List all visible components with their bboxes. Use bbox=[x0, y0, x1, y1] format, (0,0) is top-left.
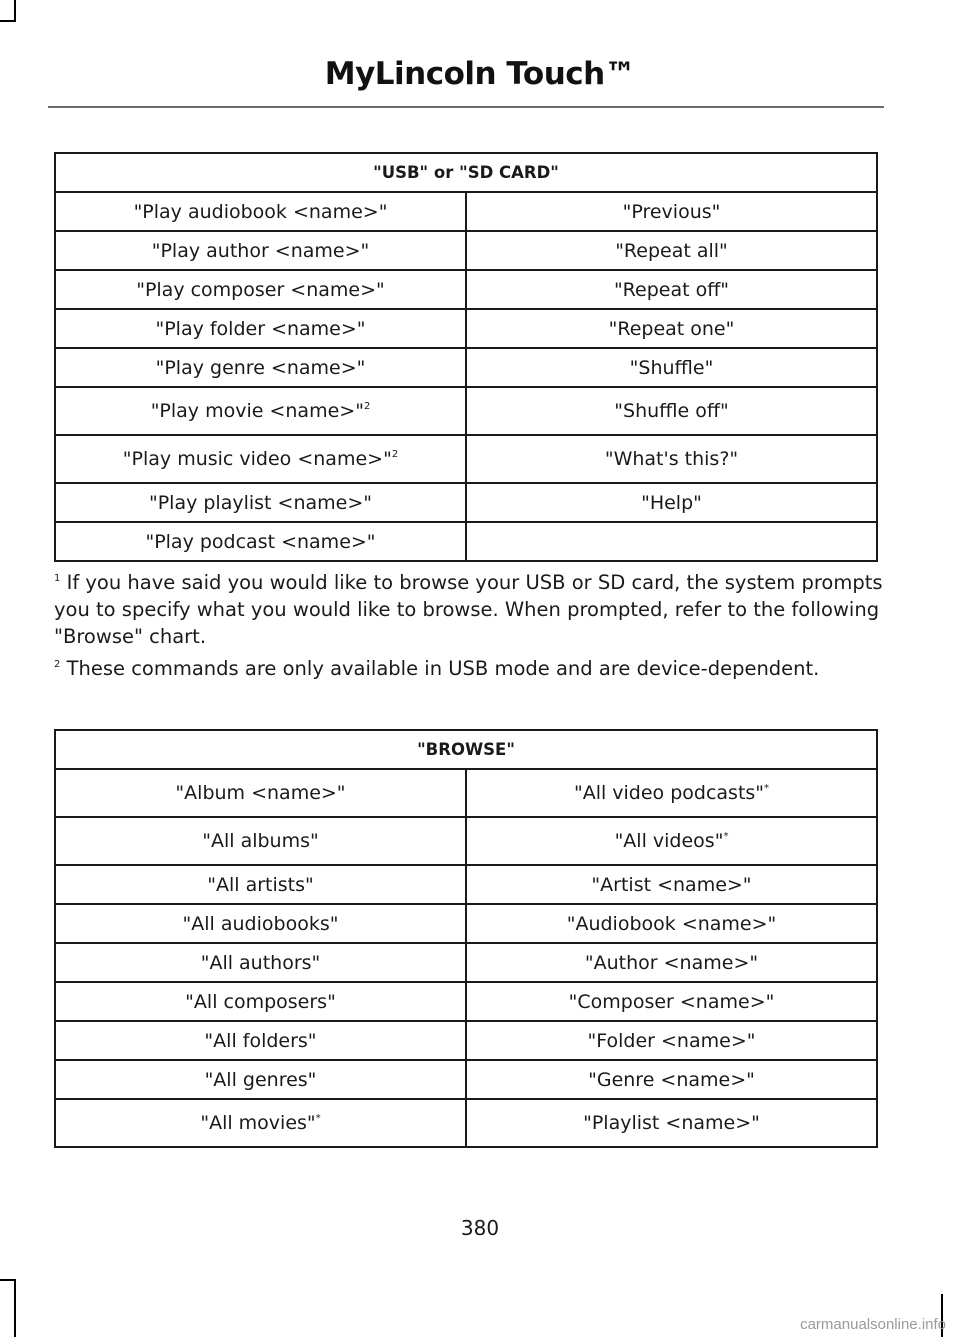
table-row bbox=[55, 904, 877, 943]
table-cell: "Play playlist <name>" bbox=[55, 483, 466, 522]
table-cell: "All genres" bbox=[55, 1060, 466, 1099]
table-cell: "Play audiobook <name>" bbox=[55, 192, 466, 231]
table-cell: "All authors" bbox=[55, 943, 466, 982]
table-row bbox=[55, 483, 877, 522]
table-cell: "All movies"* bbox=[55, 1099, 466, 1147]
table-row bbox=[55, 817, 877, 865]
table-cell: "Previous" bbox=[466, 192, 877, 231]
table-row bbox=[55, 1099, 877, 1147]
table-title: "USB" or "SD CARD" bbox=[55, 153, 877, 192]
table-cell: "Album <name>" bbox=[55, 769, 466, 817]
table-row bbox=[55, 1021, 877, 1060]
table-row bbox=[55, 1060, 877, 1099]
table-row bbox=[55, 309, 877, 348]
table-cell: "All video podcasts"* bbox=[466, 769, 877, 817]
table-row bbox=[55, 348, 877, 387]
page-number: 380 bbox=[460, 1216, 500, 1240]
table-row bbox=[55, 982, 877, 1021]
table-cell: "Repeat off" bbox=[466, 270, 877, 309]
table-cell: "Play genre <name>" bbox=[55, 348, 466, 387]
table-cell bbox=[466, 522, 877, 561]
table-row bbox=[55, 231, 877, 270]
footnote-1: $^1$ If you have said you would like to browse your USB or SD card, the system prompts you to specify what you would like to browse. When prompted, refer to the following "Browse" chart. bbox=[54, 571, 883, 648]
table-cell: "All composers" bbox=[55, 982, 466, 1021]
browse-commands-table bbox=[54, 729, 878, 1148]
table-cell: "All artists" bbox=[55, 865, 466, 904]
table-cell: "Play podcast <name>" bbox=[55, 522, 466, 561]
crop-mark bbox=[14, 1279, 16, 1337]
table-row bbox=[55, 522, 877, 561]
table-cell: "All videos"* bbox=[466, 817, 877, 865]
table-cell: "Play movie <name>"$^2$ bbox=[55, 387, 466, 435]
table-row bbox=[55, 270, 877, 309]
table-row bbox=[55, 192, 877, 231]
watermark: carmanualsonline.info bbox=[800, 1316, 946, 1333]
crop-mark bbox=[14, 0, 16, 22]
usb-commands-table bbox=[54, 152, 878, 562]
table-cell: "Composer <name>" bbox=[466, 982, 877, 1021]
footnote-2: $^2$ These commands are only available in USB mode and are device-dependent. bbox=[54, 657, 820, 680]
table-cell: "All folders" bbox=[55, 1021, 466, 1060]
table-cell: "Playlist <name>" bbox=[466, 1099, 877, 1147]
table-cell: "Author <name>" bbox=[466, 943, 877, 982]
page-title: MyLincoln Touch™ bbox=[324, 56, 636, 92]
table-cell: "All audiobooks" bbox=[55, 904, 466, 943]
table-cell: "Help" bbox=[466, 483, 877, 522]
table-cell: "Play author <name>" bbox=[55, 231, 466, 270]
table-cell: "Repeat all" bbox=[466, 231, 877, 270]
table-cell: "Folder <name>" bbox=[466, 1021, 877, 1060]
table-cell: "Shuffle off" bbox=[466, 387, 877, 435]
table-cell: "Audiobook <name>" bbox=[466, 904, 877, 943]
table-cell: "Play music video <name>"$^2$ bbox=[55, 435, 466, 483]
table-cell: "Play folder <name>" bbox=[55, 309, 466, 348]
crop-mark bbox=[0, 20, 16, 22]
table-row bbox=[55, 387, 877, 435]
header-divider bbox=[48, 106, 884, 108]
table-cell: "Genre <name>" bbox=[466, 1060, 877, 1099]
table-cell: "What's this?" bbox=[466, 435, 877, 483]
table-title: "BROWSE" bbox=[55, 730, 877, 769]
table-cell: "Play composer <name>" bbox=[55, 270, 466, 309]
table-row bbox=[55, 769, 877, 817]
table-row bbox=[55, 865, 877, 904]
table-cell: "Artist <name>" bbox=[466, 865, 877, 904]
table-row bbox=[55, 943, 877, 982]
table-cell: "All albums" bbox=[55, 817, 466, 865]
table-cell: "Repeat one" bbox=[466, 309, 877, 348]
table-row bbox=[55, 435, 877, 483]
table-cell: "Shuffle" bbox=[466, 348, 877, 387]
